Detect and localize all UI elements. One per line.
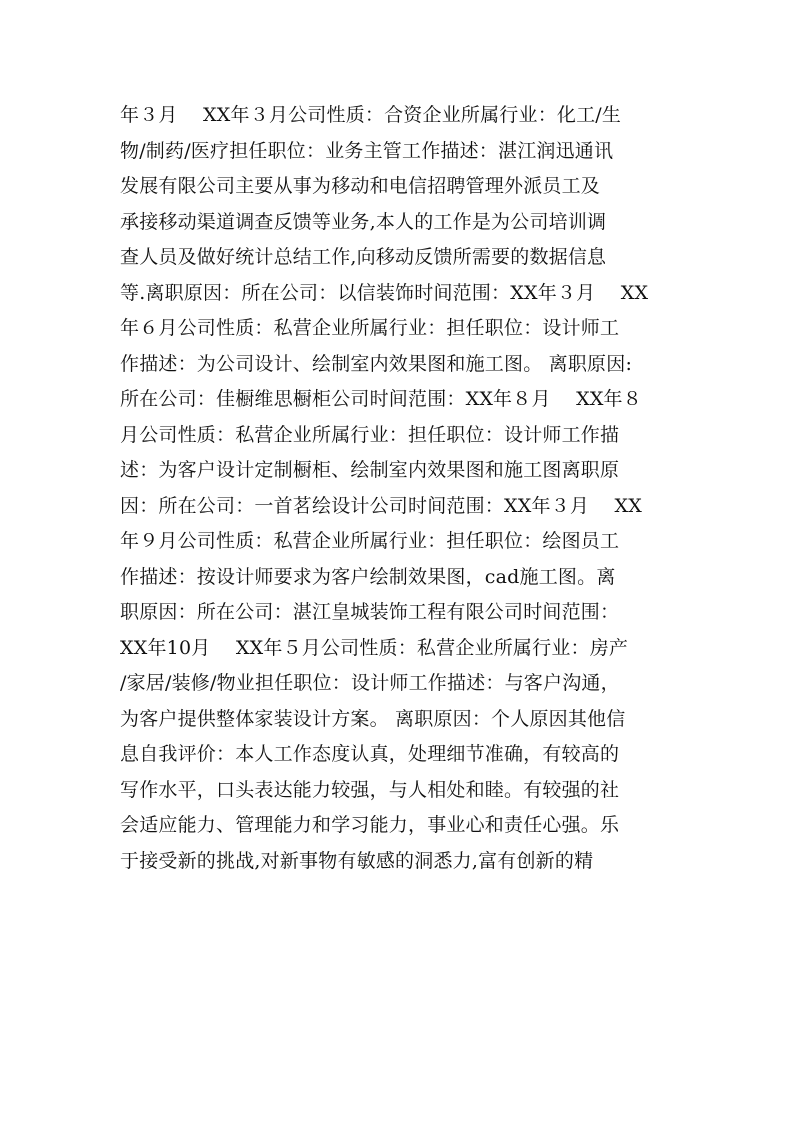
text-line-18: 为客户提供整体家装设计方案。 离职原因：个人原因其他信: [120, 707, 626, 730]
text-line-14: 作描述：按设计师要求为客户绘制效果图，cad施工图。离: [120, 565, 616, 588]
text-line-13: 年９月公司性质：私营企业所属行业：担任职位：绘图员工: [120, 530, 620, 552]
text-line-16: XX年10月 XX年５月公司性质：私营企业所属行业：房产: [120, 636, 629, 659]
text-line-4: 承接移动渠道调查反馈等业务,本人的工作是为公司培训调: [120, 210, 607, 233]
text-line-11: 述：为客户设计定制橱柜、绘制室内效果图和施工图离职原: [120, 459, 620, 481]
text-line-10: 月公司性质：私营企业所属行业：担任职位：设计师工作描: [120, 423, 620, 446]
text-line-12: 因：所在公司：一首茗绘设计公司时间范围：XX年３月 XX: [120, 494, 642, 517]
resume-body-text: [120, 98, 680, 879]
text-line-3: 发展有限公司主要从事为移动和电信招聘管理外派员工及: [120, 175, 601, 197]
text-line-2: 物/制药/医疗担任职位：业务主管工作描述：湛江润迅通讯: [120, 139, 614, 162]
text-line-6: 等.离职原因：所在公司：以信装饰时间范围：XX年３月 XX: [120, 281, 649, 304]
text-line-22: 于接受新的挑战,对新事物有敏感的洞悉力,富有创新的精: [120, 849, 594, 872]
text-line-19: 息自我评价：本人工作态度认真，处理细节准确，有较高的: [120, 743, 620, 765]
text-line-8: 作描述：为公司设计、绘制室内效果图和施工图。 离职原因:: [120, 352, 633, 375]
text-line-21: 会适应能力、管理能力和学习能力，事业心和责任心强。乐: [120, 814, 620, 836]
text-line-20: 写作水平，口头表达能力较强，与人相处和睦。有较强的社: [120, 778, 620, 801]
text-line-1: 年３月 XX年３月公司性质：合资企业所属行业：化工/生: [120, 104, 622, 126]
text-line-7: 年６月公司性质：私营企业所属行业：担任职位：设计师工: [120, 317, 620, 339]
text-line-9: 所在公司：佳橱维思橱柜公司时间范围：XX年８月 XX年８: [120, 388, 642, 410]
text-line-5: 查人员及做好统计总结工作,向移动反馈所需要的数据信息: [120, 246, 607, 268]
text-line-17: /家居/装修/物业担任职位：设计师工作描述：与客户沟通，: [120, 672, 620, 694]
text-line-15: 职原因：所在公司：湛江皇城装饰工程有限公司时间范围：: [120, 601, 620, 623]
